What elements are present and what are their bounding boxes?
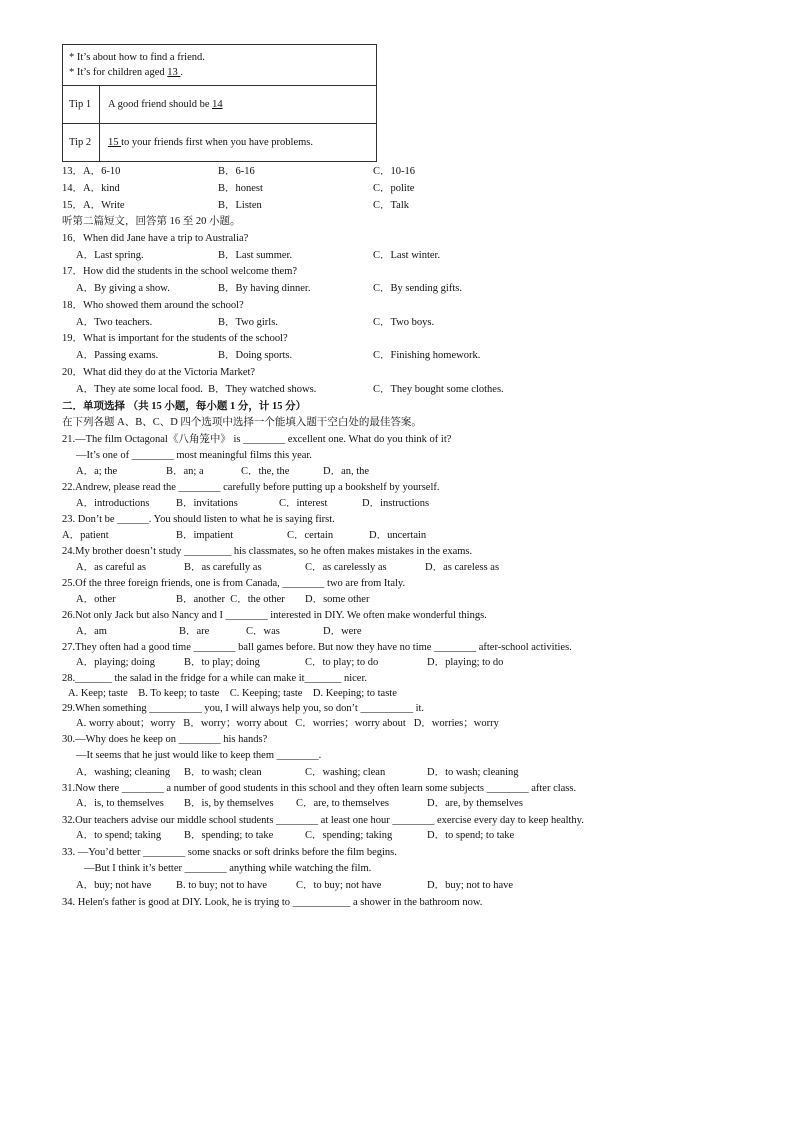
q29-stem: 29.When something __________ you, I will always help you, so don’t __________ it. — [62, 703, 425, 714]
q31-option-b: B．is, by themselves — [184, 798, 274, 809]
q20-stem: 20．What did they do at the Victoria Market? — [62, 367, 256, 378]
q26-stem: 26.Not only Jack but also Nancy and I ________ interested in DIY. We often make wonderful things. — [62, 610, 487, 621]
q30-option-a: A．washing; cleaning — [76, 767, 171, 778]
q33-option-b: B. to buy; not to have — [176, 880, 267, 891]
q21-option-c: C．the, the — [241, 466, 290, 477]
q13-option-c: C．10-16 — [373, 166, 415, 177]
q26-option-c: C．was — [246, 626, 280, 637]
blank-15: 15 — [108, 137, 122, 148]
q21-stem-2: —It’s one of ________ most meaningful films this year. — [76, 450, 312, 461]
q24-option-d: D．as careless as — [425, 562, 500, 573]
q33-option-c: C．to buy; not have — [296, 880, 382, 891]
q24-option-c: C．as carelessly as — [305, 562, 387, 573]
q23-option-c: C．certain — [287, 530, 334, 541]
q31-option-d: D．are, by themselves — [427, 798, 523, 809]
q27-option-b: B．to play; doing — [184, 657, 260, 668]
q28-options: A. Keep; taste B. To keep; to taste C. Keeping; taste D. Keeping; to taste — [68, 688, 397, 699]
q32-option-d: D．to spend; to take — [427, 830, 515, 841]
q17-option-b: B．By having dinner. — [218, 283, 311, 294]
q18-option-c: C．Two boys. — [373, 317, 435, 328]
q13-option-a: 13．A．6-10 — [62, 166, 121, 177]
q17-option-c: C．By sending gifts. — [373, 283, 462, 294]
q16-option-a: A．Last spring. — [76, 250, 144, 261]
q18-option-a: A．Two teachers. — [76, 317, 153, 328]
q19-option-b: B．Doing sports. — [218, 350, 293, 361]
q23-stem: 23. Don’t be ______. You should listen to what he is saying first. — [62, 514, 335, 525]
q18-stem: 18．Who showed them around the school? — [62, 300, 244, 311]
q25-option-bc: B．another C．the other — [176, 594, 285, 605]
q23-option-b: B．impatient — [176, 530, 234, 541]
q25-option-d: D．some other — [305, 594, 370, 605]
q30-option-b: B．to wash; clean — [184, 767, 262, 778]
q23-option-a: A．patient — [62, 530, 109, 541]
q31-option-c: C．are, to themselves — [296, 798, 390, 809]
blank-13: 13 — [167, 67, 181, 78]
q32-option-a: A．to spend; taking — [76, 830, 162, 841]
q24-stem: 24.My brother doesn’t study _________ his classmates, so he often makes mistakes in the exams. — [62, 546, 473, 557]
q25-stem: 25.Of the three foreign friends, one is from Canada, ________ two are from Italy. — [62, 578, 406, 589]
q33-stem: 33. —You’d better ________ some snacks or soft drinks before the film begins. — [62, 847, 397, 858]
table-info-cell — [63, 45, 377, 86]
q31-option-a: A．is, to themselves — [76, 798, 164, 809]
q22-option-a: A．introductions — [76, 498, 150, 509]
passage-table — [62, 44, 377, 162]
info-line-1: * It’s about how to find a friend. — [69, 52, 205, 63]
q20-option-c: C．They bought some clothes. — [373, 384, 504, 395]
part2-instruction: 在下列各题 A、B、C、D 四个选项中选择一个能填入题干空白处的最佳答案。 — [62, 417, 422, 428]
q14-option-c: C．polite — [373, 183, 415, 194]
q23-option-d: D．uncertain — [369, 530, 427, 541]
q13-option-b: B．6-16 — [218, 166, 255, 177]
tip2-label: Tip 2 — [63, 124, 100, 162]
q21-option-d: D．an, the — [323, 466, 370, 477]
q34-stem: 34. Helen's father is good at DIY. Look, he is trying to ___________ a shower in the bathroom now. — [62, 897, 483, 908]
q15-option-b: B．Listen — [218, 200, 262, 211]
q15-option-c: C．Talk — [373, 200, 410, 211]
q25-option-a: A．other — [76, 594, 116, 605]
q17-option-a: A．By giving a show. — [76, 283, 170, 294]
info-line-2: * It’s for children aged 13 . — [69, 67, 184, 78]
q22-option-b: B．invitations — [176, 498, 238, 509]
q22-option-c: C．interest — [279, 498, 328, 509]
q24-option-a: A．as careful as — [76, 562, 146, 573]
q28-stem: 28._______ the salad in the fridge for a while can make it_______ nicer. — [62, 673, 367, 684]
q27-stem: 27.They often had a good time ________ ball games before. But now they have no time ________ after-school activities. — [62, 642, 572, 653]
q17-stem: 17．How did the students in the school welcome them? — [62, 266, 298, 277]
q33-option-d: D．buy; not to have — [427, 880, 514, 891]
q14-option-b: B．honest — [218, 183, 263, 194]
q30-option-c: C．washing; clean — [305, 767, 386, 778]
q14-option-a: 14．A．kind — [62, 183, 120, 194]
q32-option-b: B．spending; to take — [184, 830, 274, 841]
q19-option-c: C．Finishing homework. — [373, 350, 481, 361]
q33-stem-2: —But I think it’s better ________ anything while watching the film. — [84, 863, 372, 874]
q20-option-ab: A．They ate some local food. B．They watched shows. — [76, 384, 317, 395]
q31-stem: 31.Now there ________ a number of good students in this school and they often learn some subjects ________ after class. — [62, 783, 577, 794]
q30-stem: 30.—Why does he keep on ________ his hands? — [62, 734, 268, 745]
q16-option-c: C．Last winter. — [373, 250, 441, 261]
q26-option-b: B．are — [179, 626, 210, 637]
q21-option-a: A．a; the — [76, 466, 118, 477]
q16-option-b: B．Last summer. — [218, 250, 293, 261]
blank-14: 14 — [212, 99, 223, 110]
q27-option-d: D．playing; to do — [427, 657, 504, 668]
q30-option-d: D．to wash; cleaning — [427, 767, 519, 778]
part2-heading: 二．单项选择 （共 15 小题，每小题 1 分，计 15 分） — [62, 401, 307, 412]
q24-option-b: B．as carefully as — [184, 562, 262, 573]
q15-option-a: 15．A．Write — [62, 200, 125, 211]
q21-stem: 21.—The film Octagonal《八角笼中》 is ________ excellent one. What do you think of it? — [62, 434, 452, 445]
q21-option-b: B．an; a — [166, 466, 204, 477]
q18-option-b: B．Two girls. — [218, 317, 278, 328]
q33-option-a: A．buy; not have — [76, 880, 152, 891]
section2-instruction: 听第二篇短文，回答第 16 至 20 小题。 — [62, 216, 241, 227]
q29-options: A. worry about；worry B．worry；worry about C．worries；worry about D．worries；worry — [76, 718, 499, 729]
q19-stem: 19．What is important for the students of the school? — [62, 333, 288, 344]
q22-stem: 22.Andrew, please read the ________ carefully before putting up a bookshelf by yourself. — [62, 482, 440, 493]
q26-option-d: D．were — [323, 626, 362, 637]
q32-option-c: C．spending; taking — [305, 830, 393, 841]
tip2-content: 15 to your friends first when you have problems. — [100, 124, 377, 162]
tip1-label: Tip 1 — [63, 86, 100, 124]
q26-option-a: A．am — [76, 626, 107, 637]
q19-option-a: A．Passing exams. — [76, 350, 159, 361]
q27-option-a: A．playing; doing — [76, 657, 156, 668]
q32-stem: 32.Our teachers advise our middle school students ________ at least one hour ________ exercise every day to keep healthy. — [62, 815, 584, 826]
q30-stem-2: —It seems that he just would like to keep them ________. — [76, 750, 322, 761]
q22-option-d: D．instructions — [362, 498, 430, 509]
tip1-content: A good friend should be 14 — [100, 86, 377, 124]
q27-option-c: C．to play; to do — [305, 657, 379, 668]
q16-stem: 16．When did Jane have a trip to Australia? — [62, 233, 249, 244]
